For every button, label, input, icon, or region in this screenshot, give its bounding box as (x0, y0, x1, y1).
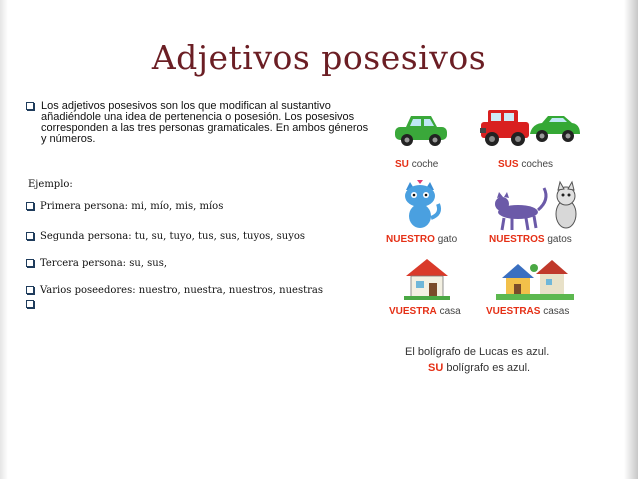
noun-word: gato (437, 234, 458, 245)
possessive-word: NUESTRO (386, 234, 435, 245)
bullet-icon (26, 286, 34, 294)
bullet-item (26, 285, 323, 296)
possessive-word: VUESTRAS (486, 306, 541, 317)
ejemplo-label: Ejemplo: (28, 179, 73, 190)
cats-group-icon (490, 180, 582, 232)
noun-word: casa (439, 306, 461, 317)
houses-group-icon (496, 256, 574, 300)
noun-word: gatos (547, 234, 572, 245)
house-icon (404, 256, 450, 300)
label-sus-coches (498, 159, 553, 170)
intro-text: Los adjetivos posesivos son los que modifican al sustantivo añadiéndole una idea de pertenencia o posesión. Los posesivos corresponden a las tres personas gramaticales. En ambos géneros y números. (41, 100, 369, 145)
label-vuestras-casas (486, 306, 569, 317)
bullet-icon (26, 300, 34, 308)
possessive-word: VUESTRA (389, 306, 437, 317)
label-nuestros-gatos (489, 234, 572, 245)
bullet-item (26, 201, 223, 212)
slide-title: Adjetivos posesivos (151, 38, 487, 77)
possessive-word: SU (395, 159, 409, 170)
bullet-text: Primera persona: mi, mío, mis, míos (40, 201, 224, 212)
green-car-icon (528, 112, 582, 146)
blue-cat-icon (398, 180, 444, 230)
possessive-word: SUS (498, 159, 519, 170)
sentence-rest: bolígrafo es azul. (446, 362, 531, 374)
bullet-text: Varios poseedores: nuestro, nuestra, nuestros, nuestras (40, 285, 323, 296)
intro-bullet (26, 101, 371, 145)
noun-word: coches (521, 159, 554, 170)
bullet-item (26, 258, 167, 269)
red-jeep-icon (478, 104, 532, 148)
bullet-icon (26, 232, 34, 240)
bullet-icon (26, 102, 34, 110)
label-vuestra-casa (389, 306, 461, 317)
bullet-item (26, 301, 40, 309)
example-sentence-1: El bolígrafo de Lucas es azul. (405, 346, 550, 358)
possessive-word: SU (428, 362, 444, 374)
green-car-icon (393, 112, 449, 148)
bullet-icon (26, 202, 34, 210)
label-su-coche (395, 159, 438, 170)
bullet-text: Tercera persona: su, sus, (40, 258, 168, 269)
example-sentence-2 (428, 362, 530, 374)
possessive-word: NUESTROS (489, 234, 545, 245)
noun-word: coche (411, 159, 439, 170)
bullet-icon (26, 259, 34, 267)
bullet-text: Segunda persona: tu, su, tuyo, tus, sus, tuyos, suyos (40, 231, 306, 242)
label-nuestro-gato (386, 234, 457, 245)
bullet-item (26, 231, 305, 242)
noun-word: casas (543, 306, 570, 317)
